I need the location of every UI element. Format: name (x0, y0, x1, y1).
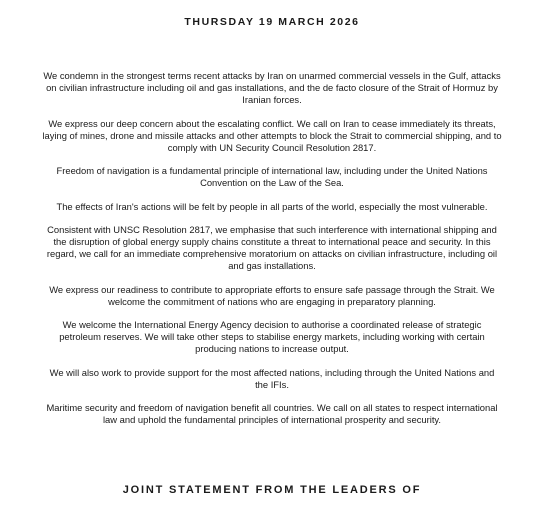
paragraph-effects: The effects of Iran's actions will be felt by people in all parts of the world, especially the most vulnerable. (56, 200, 488, 212)
paragraph-condemnation: We condemn in the strongest terms recent attacks by Iran on unarmed commercial vessels in the Gulf, attacks on civilian infrastructure including oil and gas installations, and the de facto closure of the Strait of Hormuz by Iranian forces. (43, 70, 501, 106)
date-header: THURSDAY 19 MARCH 2026 (184, 16, 360, 28)
paragraph-maritime-security: Maritime security and freedom of navigation benefit all countries. We call on all states to respect international law and uphold the fundamental principles of international prosperity and security. (46, 402, 498, 426)
paragraph-concern: We express our deep concern about the escalating conflict. We call on Iran to cease immediately its threats, laying of mines, drone and missile attacks and other attempts to block the Strait to commercial shipping, and to comply with UN Security Council Resolution 2817. (42, 117, 502, 154)
paragraph-support: We will also work to provide support for the most affected nations, including through the United Nations and the IFIs. (49, 366, 495, 390)
paragraph-safe-passage: We express our readiness to contribute to appropriate efforts to ensure safe passage through the Strait. We welcome the commitment of nations who are engaging in preparatory planning. (49, 283, 495, 307)
paragraph-unsc-resolution: Consistent with UNSC Resolution 2817, we emphasise that such interference with international shipping and the disruption of global energy supply chains constitute a threat to international peace and security. In this regard, we call for an immediate comprehensive moratorium on attacks on civilian infrastructure, including oil and gas installations. (46, 223, 498, 272)
paragraph-freedom-of-navigation: Freedom of navigation is a fundamental principle of international law, including under the United Nations Convention on the Law of the Sea. (56, 165, 488, 189)
statement-body (42, 70, 502, 437)
footer-title: JOINT STATEMENT FROM THE LEADERS OF (122, 484, 422, 496)
paragraph-energy-agency: We welcome the International Energy Agency decision to authorise a coordinated release of strategic petroleum reserves. We will take other steps to stabilise energy markets, including working with certain producing nations to increase output. (59, 319, 485, 355)
